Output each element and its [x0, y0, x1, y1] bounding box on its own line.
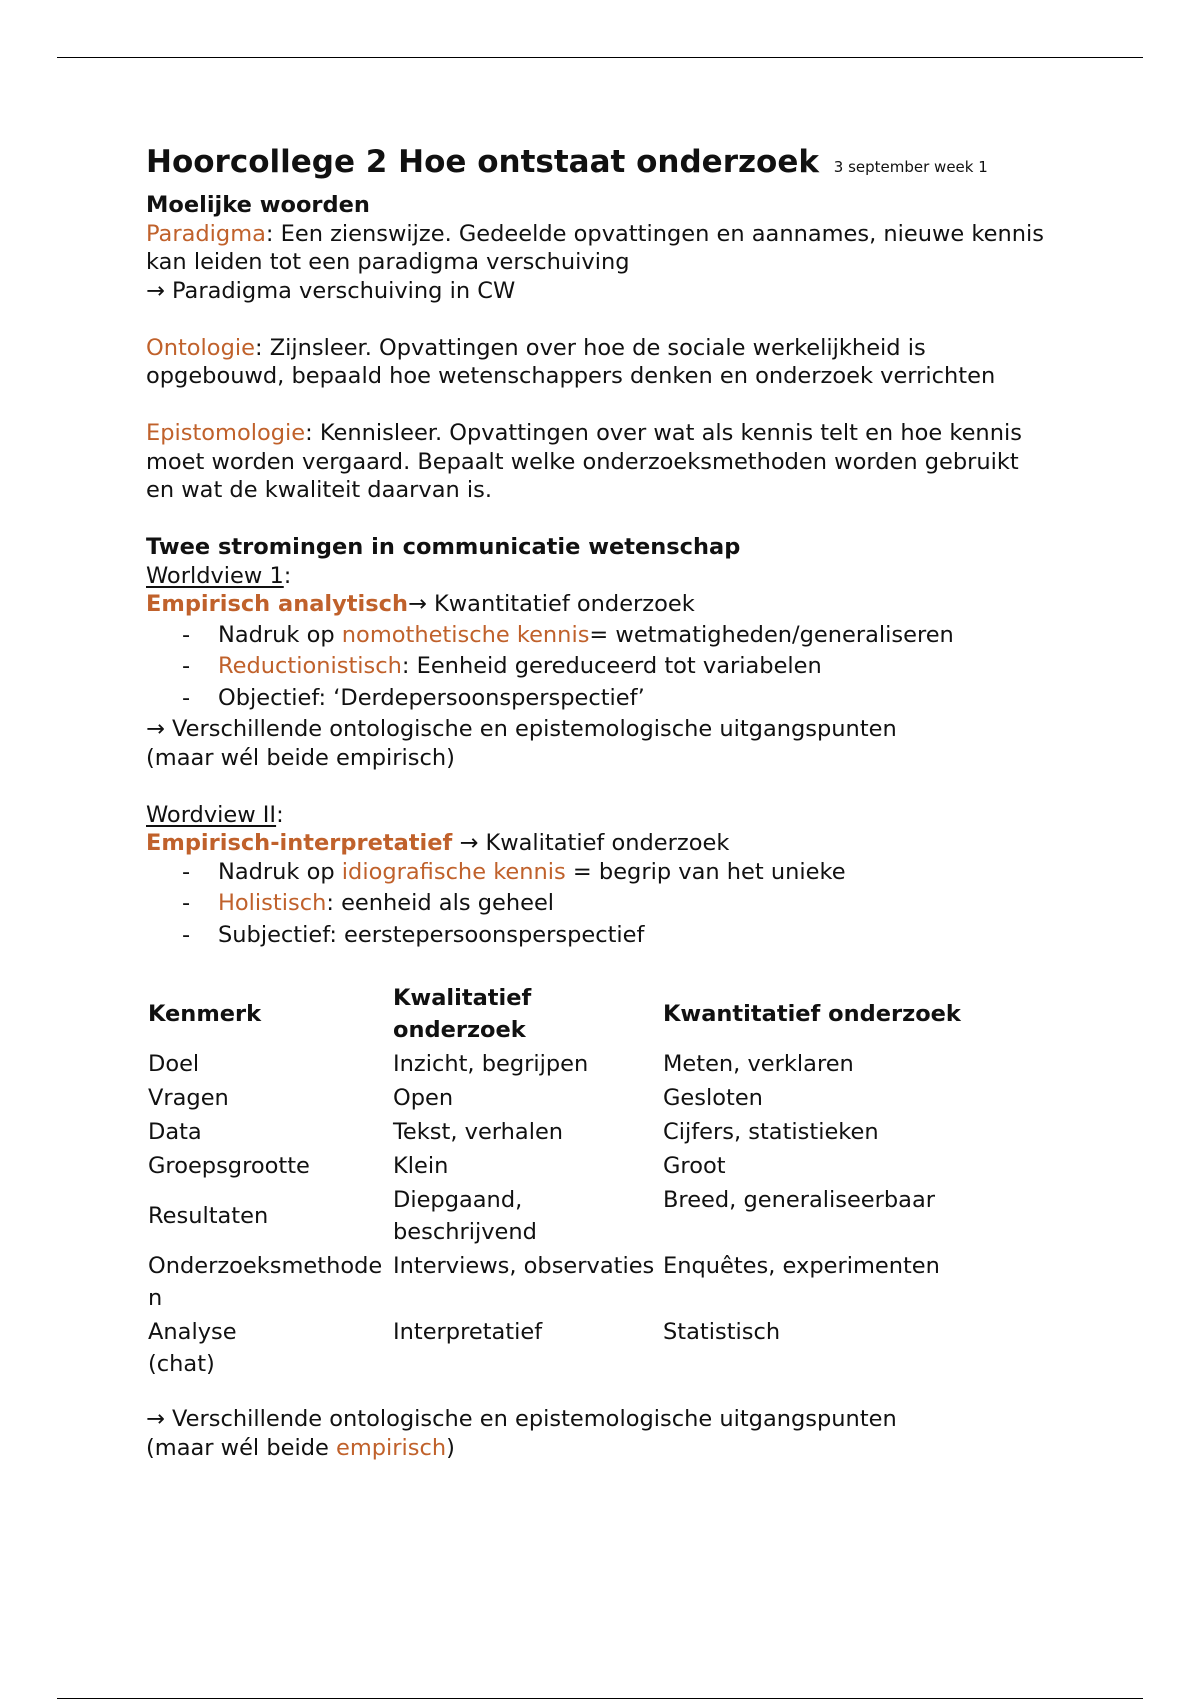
item-term: idiografische kennis — [341, 858, 566, 885]
table-row — [146, 1081, 963, 1115]
table-row — [146, 1183, 963, 1249]
comparison-table — [146, 981, 963, 1381]
table-cell: Enquêtes, experimenten — [663, 1253, 940, 1279]
document-body — [146, 140, 1046, 1462]
list-item — [146, 889, 1046, 918]
list-item — [146, 921, 1046, 950]
item-text: Objectief: ‘Derdepersoonsperspectief’ — [218, 684, 645, 711]
table-cell: Klein — [393, 1153, 449, 1179]
worldview1-label — [146, 562, 1046, 591]
item-text: Nadruk op — [218, 621, 342, 648]
list-item — [146, 858, 1046, 887]
item-term: Holistisch — [218, 890, 327, 916]
section-heading-streams: Twee stromingen in communicatie wetenschap — [146, 534, 741, 560]
table-cell: Breed, generaliseerbaar — [663, 1187, 935, 1213]
definition-colon: : — [265, 220, 274, 247]
item-text: Nadruk op — [218, 858, 342, 885]
table-cell: Cijfers, statistieken — [663, 1119, 879, 1145]
column-header: Kenmerk — [148, 1001, 262, 1027]
table-cell: Tekst, verhalen — [393, 1119, 564, 1145]
worldview1-name: Empirisch analytisch — [146, 591, 409, 617]
table-row — [146, 1315, 963, 1381]
label-colon: : — [276, 801, 284, 828]
worldview1-note-2: (maar wél beide empirisch) — [146, 744, 455, 771]
item-text: = begrip van het unieke — [565, 858, 846, 885]
paradigma-note: → Paradigma verschuiving in CW — [146, 277, 516, 304]
item-term: nomothetische kennis — [341, 621, 590, 648]
term-paradigma: Paradigma — [146, 220, 266, 247]
table-cell: Onderzoeksmethoden — [148, 1253, 383, 1311]
page-title — [146, 140, 1046, 189]
header-rule — [57, 57, 1143, 58]
item-text: : eenheid als geheel — [326, 890, 555, 916]
closing-text: (maar wél beide — [146, 1434, 336, 1461]
definition-text: Zijnsleer. Opvattingen over hoe de sociale werkelijkheid is opgebouwd, bepaald hoe wetenschappers denken en onderzoek verrichten — [146, 334, 996, 389]
worldview2-line — [146, 829, 1046, 858]
worldview1-line — [146, 590, 1046, 619]
worldview2-name: Empirisch-interpretatief — [146, 830, 453, 856]
title-text: Hoorcollege 2 Hoe ontstaat onderzoek — [146, 144, 819, 180]
table-cell: Inzicht, begrijpen — [393, 1051, 589, 1077]
label-colon: : — [283, 562, 292, 589]
table-cell: Vragen — [148, 1085, 229, 1111]
column-header: Kwantitatief onderzoek — [663, 1001, 961, 1027]
table-cell: Interviews, observaties — [393, 1253, 655, 1279]
date-label: 3 september week 1 — [833, 158, 988, 176]
worldview1-arrow: → Kwantitatief onderzoek — [408, 591, 695, 617]
item-text: = wetmatigheden/generaliseren — [589, 621, 954, 648]
table-cell: Gesloten — [663, 1085, 763, 1111]
worldview2-label — [146, 801, 1046, 830]
table-cell: Resultaten — [148, 1203, 269, 1229]
list-item — [146, 621, 1046, 650]
table-cell: Statistisch — [663, 1319, 781, 1345]
worldview1-list — [146, 621, 1046, 713]
table-cell: Meten, verklaren — [663, 1051, 854, 1077]
definition-epistemologie — [146, 419, 1046, 505]
item-text: : Eenheid gereduceerd tot variabelen — [401, 653, 822, 679]
table-header-row — [146, 981, 963, 1047]
definition-text: Een zienswijze. Gedeelde opvattingen en aannames, nieuwe kennis kan leiden tot een paradigma verschuiving — [146, 220, 1044, 275]
table-cell: Groepsgrootte — [148, 1153, 310, 1179]
footer-rule — [57, 1698, 1143, 1699]
term-epistemologie: Epistomologie — [146, 420, 306, 446]
item-text: Subjectief: eerstepersoonsperspectief — [218, 921, 645, 948]
definition-colon: : — [254, 334, 263, 361]
closing-term: empirisch — [335, 1434, 447, 1461]
table-cell: Data — [148, 1119, 202, 1145]
table-row — [146, 1047, 963, 1081]
worldview1-note: → Verschillende ontologische en epistemologische uitgangspunten — [146, 716, 897, 742]
definition-paradigma — [146, 220, 1046, 277]
worldview2-list — [146, 858, 1046, 950]
definition-ontologie — [146, 334, 1046, 391]
definition-text: Kennisleer. Opvattingen over wat als kennis telt en hoe kennis moet worden vergaard. Bepaalt welke onderzoeksmethoden worden gebruikt en wat de kwaliteit daarvan is. — [146, 420, 1022, 503]
table-cell: Open — [393, 1085, 454, 1111]
closing-note: → Verschillende ontologische en epistemologische uitgangspunten — [146, 1406, 897, 1432]
column-header: Kwalitatief onderzoek — [393, 985, 532, 1043]
item-term: Reductionistisch — [218, 653, 402, 679]
term-ontologie: Ontologie — [146, 334, 255, 361]
worldview2-label-text: Wordview II — [146, 801, 277, 828]
closing-note-2 — [146, 1434, 1046, 1463]
table-cell: Diepgaand, beschrijvend — [393, 1187, 537, 1245]
table-row — [146, 1115, 963, 1149]
table-row — [146, 1249, 963, 1315]
table-cell: Doel — [148, 1051, 200, 1077]
closing-text: ) — [446, 1434, 455, 1461]
worldview1-label-text: Worldview 1 — [146, 562, 284, 589]
list-item — [146, 684, 1046, 713]
table-cell: Groot — [663, 1153, 726, 1179]
worldview2-arrow: → Kwalitatief onderzoek — [452, 830, 730, 856]
section-heading-difficult-words: Moelijke woorden — [146, 192, 370, 218]
definition-colon: : — [305, 420, 313, 446]
list-item — [146, 652, 1046, 681]
table-cell: Analyse (chat) — [148, 1319, 237, 1377]
table-row — [146, 1149, 963, 1183]
table-cell: Interpretatief — [393, 1319, 543, 1345]
